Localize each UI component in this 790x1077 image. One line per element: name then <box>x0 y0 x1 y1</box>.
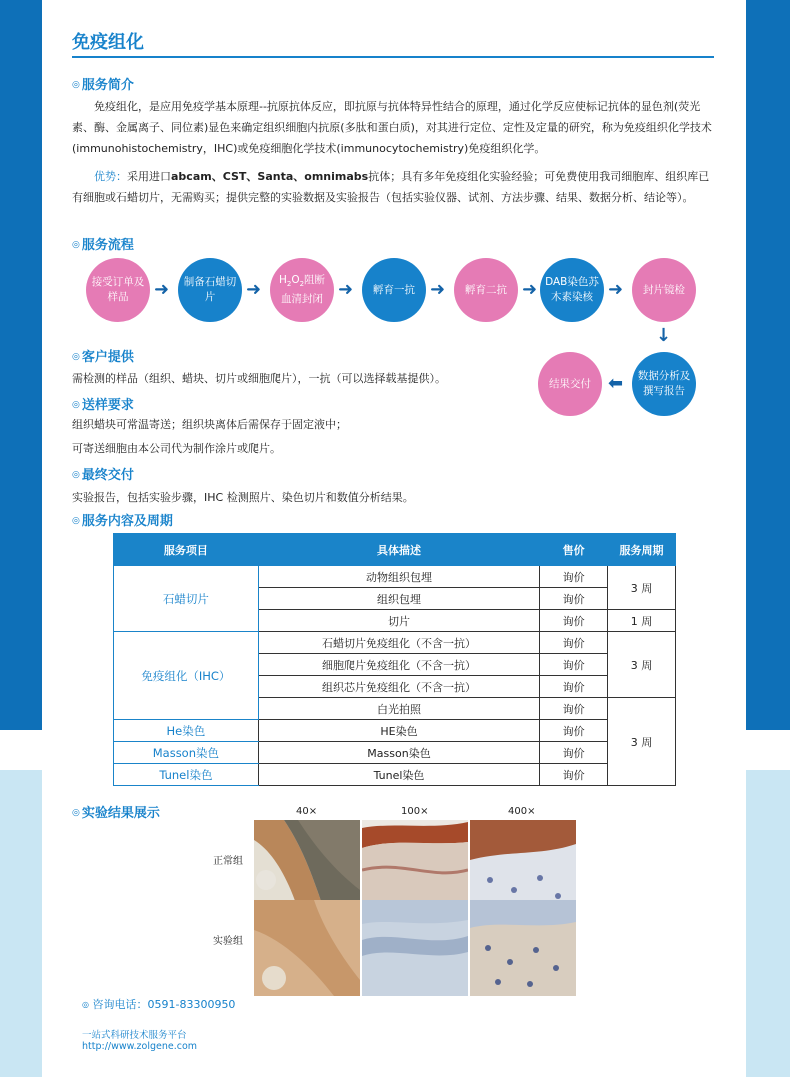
left-blue-bar <box>0 0 42 730</box>
footer-slogan: 一站式科研技术服务平台 <box>82 1030 187 1041</box>
table-row: 免疫组化（IHC） 石蜡切片免疫组化（不含一抗） 询价 3 周 <box>114 632 676 654</box>
arrow-left-icon: ⬅ <box>608 373 624 394</box>
magnification-100x: 100× <box>401 806 429 817</box>
bullet-icon: ◎ <box>82 1000 89 1009</box>
table-row: Masson染色 Masson染色 询价 <box>114 742 676 764</box>
row-label-normal: 正常组 <box>213 856 243 867</box>
delivery-text: 实验报告，包括实验步骤，IHC 检测照片、染色切片和数值分析结果。 <box>72 491 414 504</box>
section-results-heading: ◎ 实验结果展示 <box>72 806 160 821</box>
flow-step-mounting: 封片镜检 <box>632 258 696 322</box>
table-row: 组织包埋 询价 <box>114 588 676 610</box>
antibody-brands: abcam、CST、Santa、omnimabs <box>171 170 369 183</box>
arrow-right-icon: ➜ <box>338 279 354 300</box>
arrow-down-icon: ↓ <box>656 325 672 346</box>
group-paraffin: 石蜡切片 <box>114 566 259 632</box>
table-row: 白光拍照 询价 3 周 <box>114 698 676 720</box>
bullet-icon: ◎ <box>72 470 80 480</box>
group-tunel: Tunel染色 <box>114 764 259 786</box>
service-table <box>113 533 676 786</box>
arrow-right-icon: ➜ <box>430 279 446 300</box>
micrograph-experimental-100x <box>362 900 468 996</box>
arrow-right-icon: ➜ <box>608 279 624 300</box>
title-divider <box>72 56 714 58</box>
section-shipping-heading: ◎ 送样要求 <box>72 398 134 413</box>
header-period: 服务周期 <box>608 534 676 566</box>
row-label-experimental: 实验组 <box>213 936 243 947</box>
section-intro-heading: ◎ 服务简介 <box>72 78 134 93</box>
flow-step-order: 接受订单及样品 <box>86 258 150 322</box>
header-project: 服务项目 <box>114 534 259 566</box>
bullet-icon: ◎ <box>72 240 80 250</box>
advantage-label: 优势： <box>94 170 127 183</box>
footer-url[interactable]: http://www.zolgene.com <box>82 1041 198 1052</box>
group-masson: Masson染色 <box>114 742 259 764</box>
intro-paragraph: 免疫组化，是应用免疫学基本原理--抗原抗体反应，即抗原与抗体特异性结合的原理，通过化学反应使标记抗体的显色剂(荧光素、酶、金属离子、同位素)显色来确定组织细胞内抗原(多肽和蛋白质)，对其进行定位、定性及定量的研究，称为免疫组织化学技术(immunohistochemistry，IHC)或免疫细胞化学技术(immunocytochemistry)免疫组织化学。 <box>72 100 712 155</box>
bullet-icon: ◎ <box>72 808 80 818</box>
arrow-right-icon: ➜ <box>522 279 538 300</box>
flow-step-delivery: 结果交付 <box>538 352 602 416</box>
group-ihc: 免疫组化（IHC） <box>114 632 259 720</box>
contact-phone: ◎ 咨询电话：0591-83300950 <box>82 998 236 1011</box>
bullet-icon: ◎ <box>72 80 80 90</box>
group-he: He染色 <box>114 720 259 742</box>
flow-step-blocking: $H_2O_2$阻断 血清封闭 <box>270 258 334 322</box>
section-delivery-heading: ◎ 最终交付 <box>72 468 134 483</box>
header-price: 售价 <box>540 534 608 566</box>
flow-step-sectioning: 制备石蜡切片 <box>178 258 242 322</box>
flow-step-dab-staining: DAB染色苏木素染核 <box>540 258 604 322</box>
magnification-400x: 400× <box>508 806 536 817</box>
advantage-paragraph: 优势：采用进口abcam、CST、Santa、omnimabs抗体；具有多年免疫组化实验经验；可免费使用我司细胞库、组织库已有细胞或石蜡切片，无需购买；提供完整的实验数据及实验报告（包括实验仪器、试剂、方法步骤、结果、数据分析、结论等）。 <box>72 170 710 204</box>
table-row: He染色 HE染色 询价 <box>114 720 676 742</box>
bullet-icon: ◎ <box>72 352 80 362</box>
magnification-40x: 40× <box>296 806 318 817</box>
table-row: 石蜡切片 动物组织包埋 询价 3 周 <box>114 566 676 588</box>
bullet-icon: ◎ <box>72 516 80 526</box>
right-light-band <box>746 770 790 1077</box>
shipping-text-2: 可寄送细胞由本公司代为制作涂片或爬片。 <box>72 442 281 455</box>
micrograph-experimental-40x <box>254 900 360 996</box>
micrograph-experimental-400x <box>470 900 576 996</box>
section-content-heading: ◎ 服务内容及周期 <box>72 514 173 529</box>
section-process-heading: ◎ 服务流程 <box>72 238 134 253</box>
table-row: 细胞爬片免疫组化（不含一抗） 询价 <box>114 654 676 676</box>
right-blue-bar <box>746 0 790 730</box>
flow-step-analysis: 数据分析及撰写报告 <box>632 352 696 416</box>
customer-text: 需检测的样品（组织、蜡块、切片或细胞爬片），一抗（可以选择载基提供）。 <box>72 372 446 385</box>
page-title: 免疫组化 <box>72 32 144 53</box>
table-row: Tunel染色 Tunel染色 询价 <box>114 764 676 786</box>
section-customer-heading: ◎ 客户提供 <box>72 350 134 365</box>
table-header-row <box>114 534 676 566</box>
left-light-band <box>0 770 42 1077</box>
flow-step-primary-antibody: 孵育一抗 <box>362 258 426 322</box>
arrow-right-icon: ➜ <box>154 279 170 300</box>
bullet-icon: ◎ <box>72 400 80 410</box>
table-row: 组织芯片免疫组化（不含一抗） 询价 <box>114 676 676 698</box>
shipping-text-1: 组织蜡块可常温寄送；组织块离体后需保存于固定液中； <box>72 418 347 431</box>
arrow-right-icon: ➜ <box>246 279 262 300</box>
table-row: 切片 询价 1 周 <box>114 610 676 632</box>
flow-step-secondary-antibody: 孵育二抗 <box>454 258 518 322</box>
header-description: 具体描述 <box>258 534 539 566</box>
